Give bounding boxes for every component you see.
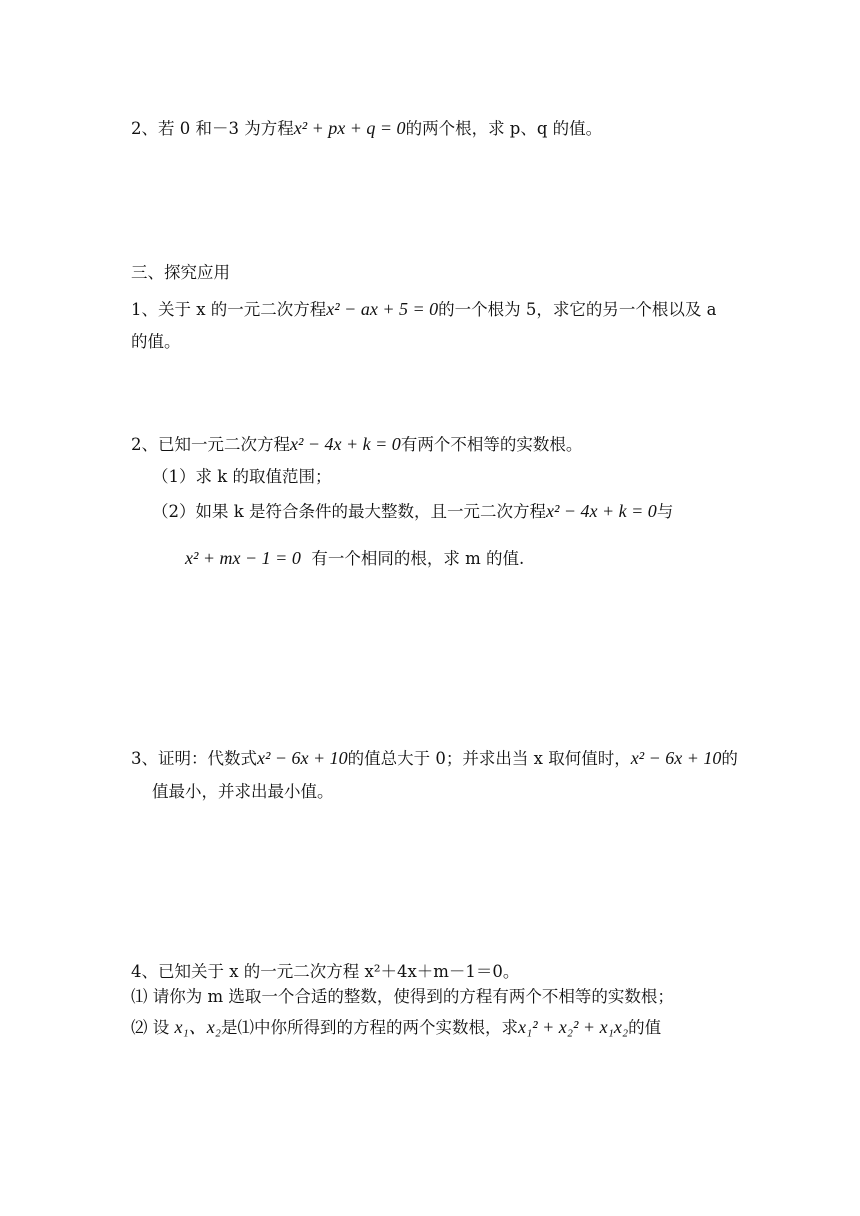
section-q1-line1	[131, 297, 716, 322]
section-q2-sub2-line2	[185, 546, 524, 571]
q3-text-mid: 的值总大于 0；并求出当 x 取何值时，	[347, 749, 631, 768]
q2-top-text-after: 的两个根，求 p、q 的值。	[405, 119, 603, 138]
section-q2-line1	[131, 432, 582, 457]
q2-sub2-equation: x² − 4x + k = 0	[546, 501, 657, 521]
q2-text-before: 2、已知一元二次方程	[131, 435, 290, 454]
q4-sub2-text-mid: 是⑴中你所得到的方程的两个实数根，求	[221, 1018, 518, 1037]
q4-sub2-text-after: 的值	[628, 1018, 662, 1037]
q2-sub2-text-after: 与	[656, 502, 674, 521]
section-q1-line2: 的值。	[131, 332, 181, 351]
q3-text-before: 3、证明：代数式	[131, 749, 257, 768]
question-2-top	[131, 116, 602, 141]
q3-expression: x² − 6x + 10	[257, 748, 348, 768]
q3-text-after: 的	[721, 749, 738, 768]
section-q4-sub1: ⑴ 请你为 m 选取一个合适的整数，使得到的方程有两个不相等的实数根；	[131, 987, 674, 1006]
section-q3-line2: 值最小，并求出最小值。	[152, 782, 334, 801]
q2-equation: x² − 4x + k = 0	[290, 434, 401, 454]
q4-sub2-expression: x₁² + x₂² + x₁x₂	[518, 1017, 629, 1037]
q2-sub2-line2-text: 有一个相同的根，求 m 的值.	[311, 549, 525, 568]
q2-sub2-text-before: （2）如果 k 是符合条件的最大整数，且一元二次方程	[152, 502, 546, 521]
q4-sub2-text-before: ⑵ 设	[131, 1018, 170, 1037]
q2-text-after: 有两个不相等的实数根。	[400, 435, 583, 454]
section-q2-sub2-line1	[152, 499, 673, 524]
q1-text-after: 的一个根为 5，求它的另一个根以及 a	[438, 300, 717, 319]
q2-sub2-line2-equation: x² + mx − 1 = 0	[185, 548, 301, 568]
section-heading: 三、探究应用	[131, 263, 230, 282]
section-q4-sub2	[131, 1015, 661, 1040]
q1-text-before: 1、关于 x 的一元二次方程	[131, 300, 327, 319]
section-q3-line1	[131, 746, 738, 771]
q2-top-equation: x² + px + q = 0	[293, 118, 406, 138]
q2-top-text-before: 2、若 0 和－3 为方程	[131, 119, 294, 138]
q4-sub2-variables: x₁、x₂	[174, 1017, 221, 1037]
q3-expression-2: x² − 6x + 10	[630, 748, 722, 768]
section-q2-sub1: （1）求 k 的取值范围；	[152, 467, 332, 486]
section-q4-line1: 4、已知关于 x 的一元二次方程 x²＋4x＋m－1＝0。	[131, 962, 520, 981]
q1-equation: x² − ax + 5 = 0	[326, 299, 439, 319]
